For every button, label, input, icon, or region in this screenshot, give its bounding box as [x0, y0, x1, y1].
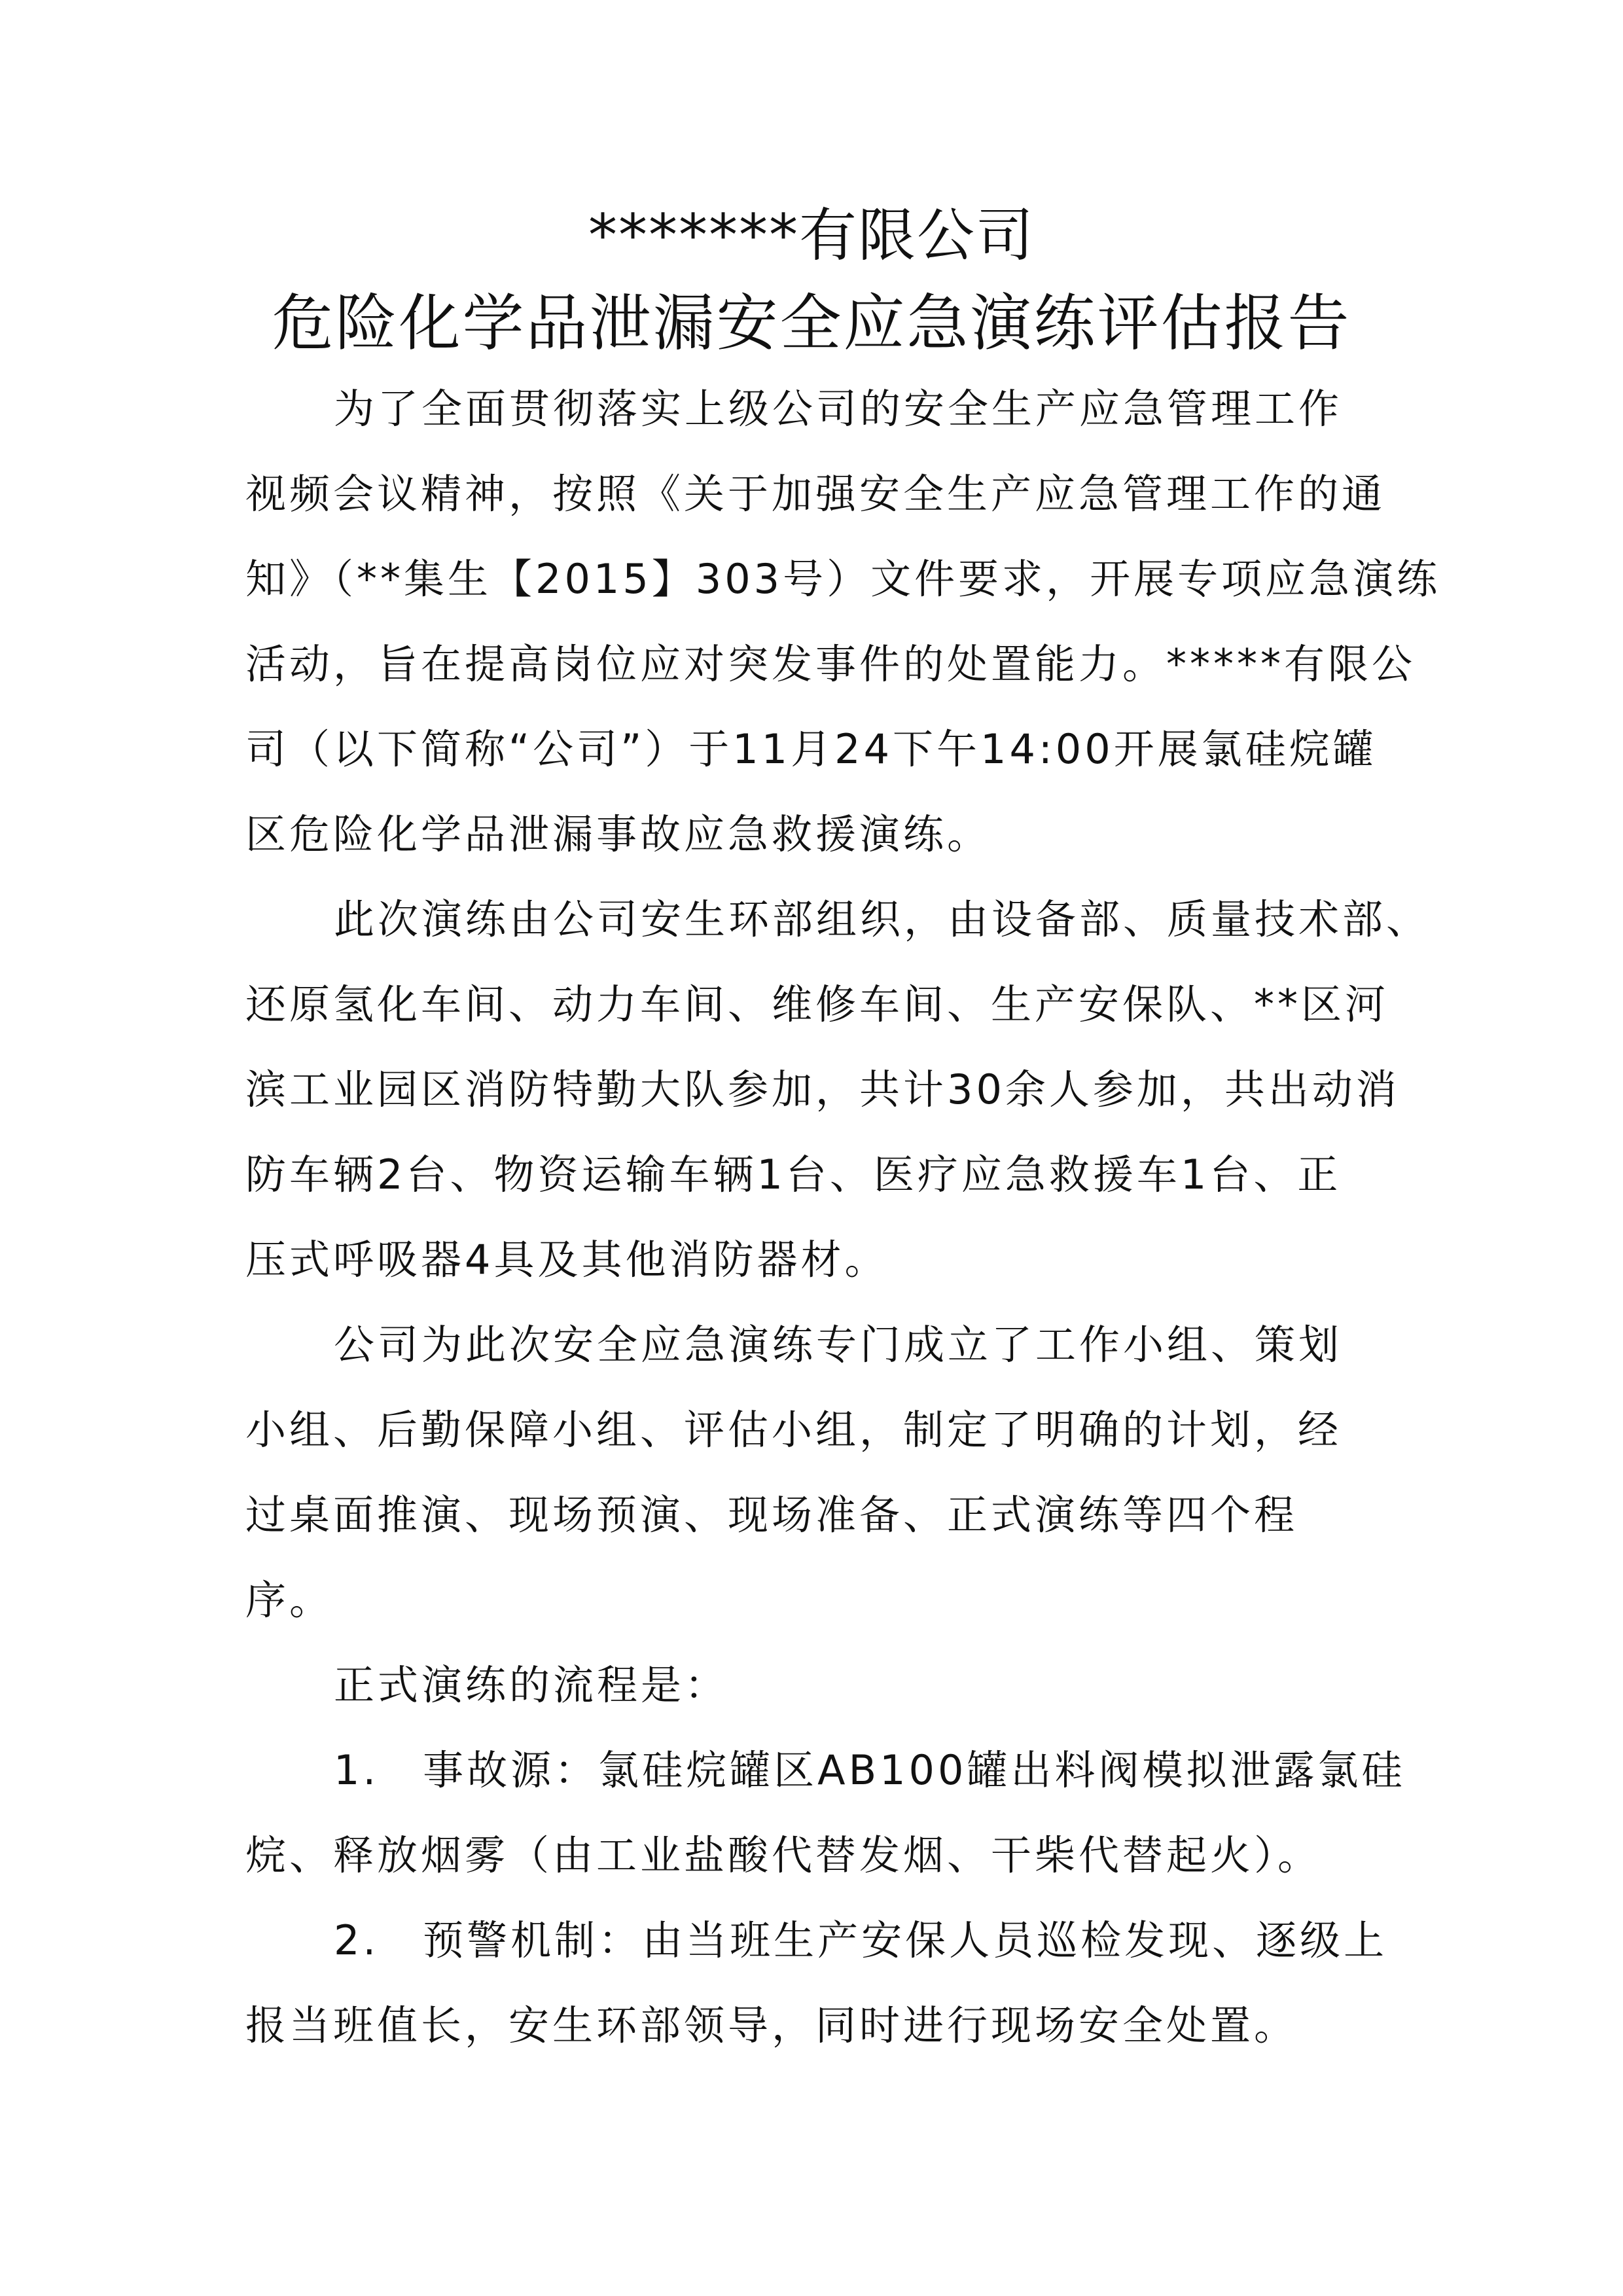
- list-item-line: 2. 预警机制：由当班生产安保人员巡检发现、逐级上: [334, 1916, 1388, 1964]
- paragraph-line: 视频会议精神，按照《关于加强安全生产应急管理工作的通: [245, 470, 1386, 518]
- list-item-line: 1. 事故源：氯硅烷罐区AB100罐出料阀模拟泄露氯硅: [334, 1746, 1406, 1794]
- paragraph-line: 公司为此次安全应急演练专门成立了工作小组、策划: [334, 1321, 1343, 1369]
- paragraph-line: 序。: [245, 1576, 334, 1624]
- paragraph-line: 小组、后勤保障小组、评估小组，制定了明确的计划，经: [245, 1406, 1342, 1454]
- paragraph-line: 区危险化学品泄漏事故应急救援演练。: [245, 810, 991, 858]
- company-title: *******有限公司: [588, 202, 1035, 269]
- paragraph-line: 此次演练由公司安生环部组织，由设备部、质量技术部、: [334, 895, 1431, 943]
- paragraph-line: 知》（**集生【2015】303号）文件要求，开展专项应急演练: [245, 555, 1441, 603]
- paragraph-line: 压式呼吸器4具及其他消防器材。: [245, 1236, 889, 1283]
- paragraph-line: 司（以下简称“公司”）于11月24下午14:00开展氯硅烷罐: [245, 725, 1377, 773]
- paragraph-line: 过桌面推演、现场预演、现场准备、正式演练等四个程: [245, 1491, 1298, 1539]
- paragraph-line: 还原氢化车间、动力车间、维修车间、生产安保队、**区河: [245, 980, 1389, 1028]
- paragraph-line: 防车辆2台、物资运输车辆1台、医疗应急救援车1台、正: [245, 1151, 1342, 1198]
- paragraph-line: 为了全面贯彻落实上级公司的安全生产应急管理工作: [334, 385, 1343, 433]
- list-item-line: 报当班值长，安生环部领导，同时进行现场安全处置。: [245, 2001, 1298, 2049]
- paragraph-line: 滨工业园区消防特勤大队参加，共计30余人参加，共出动消: [245, 1066, 1400, 1113]
- paragraph-line: 正式演练的流程是：: [334, 1661, 729, 1709]
- report-title: 危险化学品泄漏安全应急演练评估报告: [272, 288, 1351, 359]
- list-item-line: 烷、释放烟雾（由工业盐酸代替发烟、干柴代替起火）。: [245, 1831, 1322, 1879]
- paragraph-line: 活动，旨在提高岗位应对突发事件的处置能力。*****有限公: [245, 640, 1416, 688]
